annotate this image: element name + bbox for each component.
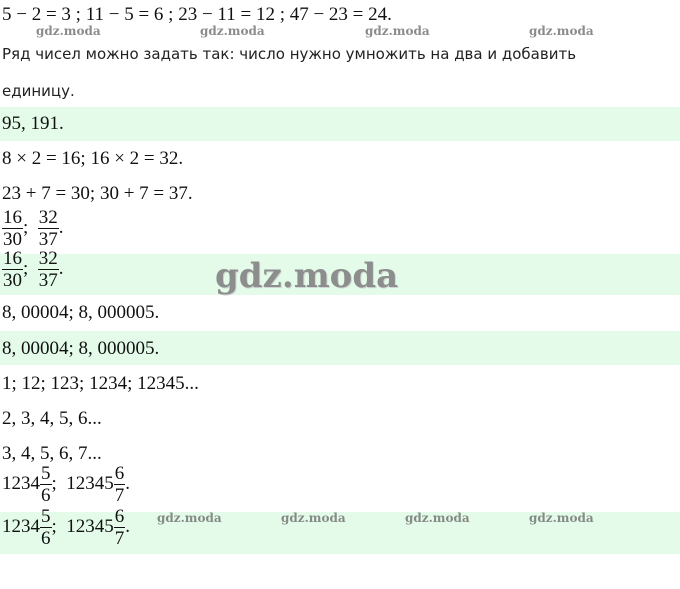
watermark: gdz.moda [200,24,265,38]
watermark: gdz.moda [157,511,222,525]
whole-part: 12345 [66,515,114,537]
watermark: gdz.moda [281,511,346,525]
fraction [40,507,52,548]
difference-line: 5 − 2 = 3 ; 11 − 5 = 6 ; 23 − 11 = 12 ; 47 − 23 = 24. [2,4,392,25]
numerator: 6 [114,507,125,527]
fraction [114,464,126,505]
watermark: gdz.moda [529,511,594,525]
denominator: 30 [3,229,22,250]
fraction [40,464,52,505]
numerator: 16 [3,207,22,228]
denominator: 7 [114,528,125,549]
sequence-line: 1; 12; 123; 1234; 12345... [2,373,199,394]
fraction [114,507,126,548]
denominator: 7 [114,485,125,506]
watermark: gdz.moda [529,24,594,38]
mixed-number-line: 1234 $\frac{5}{6}$ ; 12345 $\frac{6}{7}$ . [2,463,131,506]
watermark: gdz.moda [36,24,101,38]
mixed-number-line: 1234 $\frac{5}{6}$ ; 12345 $\frac{6}{7}$ . [2,507,131,549]
denominator: 37 [38,270,58,291]
fraction [38,249,59,290]
watermark-logo: gdz.moda [215,256,399,296]
watermark: gdz.moda [365,24,430,38]
equation-line: 23 + 7 = 30; 30 + 7 = 37. [2,183,193,204]
denominator: 30 [3,270,22,291]
whole-part: 12345 [66,472,114,494]
denominator: 6 [41,485,51,506]
answer-line: 95, 191. [2,113,64,134]
fraction-line: $\frac{16}{30}$ ; $\frac{32}{37}$ . [3,249,64,291]
numerator: 32 [38,207,58,228]
explanation-text: Ряд чисел можно задать так: число нужно умножить на два и добавить [2,45,577,63]
fraction [2,208,23,249]
equation-line: 8 × 2 = 16; 16 × 2 = 32. [2,148,184,169]
sequence-line: 2, 3, 4, 5, 6... [2,408,102,429]
answer-highlight [0,107,680,141]
numerator: 5 [41,507,51,527]
denominator: 37 [38,229,58,250]
fraction-line: $\frac{16}{30}$ ; $\frac{32}{37}$ . [3,207,64,250]
numerator: 6 [114,463,125,484]
sequence-line: 3, 4, 5, 6, 7... [2,443,102,464]
whole-part: 1234 [2,472,40,494]
decimal-line: 8, 00004; 8, 000005. [2,338,160,359]
numerator: 32 [38,249,58,269]
explanation-text: единицу. [2,82,75,100]
fraction [2,249,23,290]
fraction [38,208,59,249]
watermark: gdz.moda [405,511,470,525]
denominator: 6 [41,528,51,549]
numerator: 5 [41,463,51,484]
whole-part: 1234 [2,515,40,537]
numerator: 16 [3,249,22,269]
decimal-line: 8, 00004; 8, 000005. [2,302,160,323]
